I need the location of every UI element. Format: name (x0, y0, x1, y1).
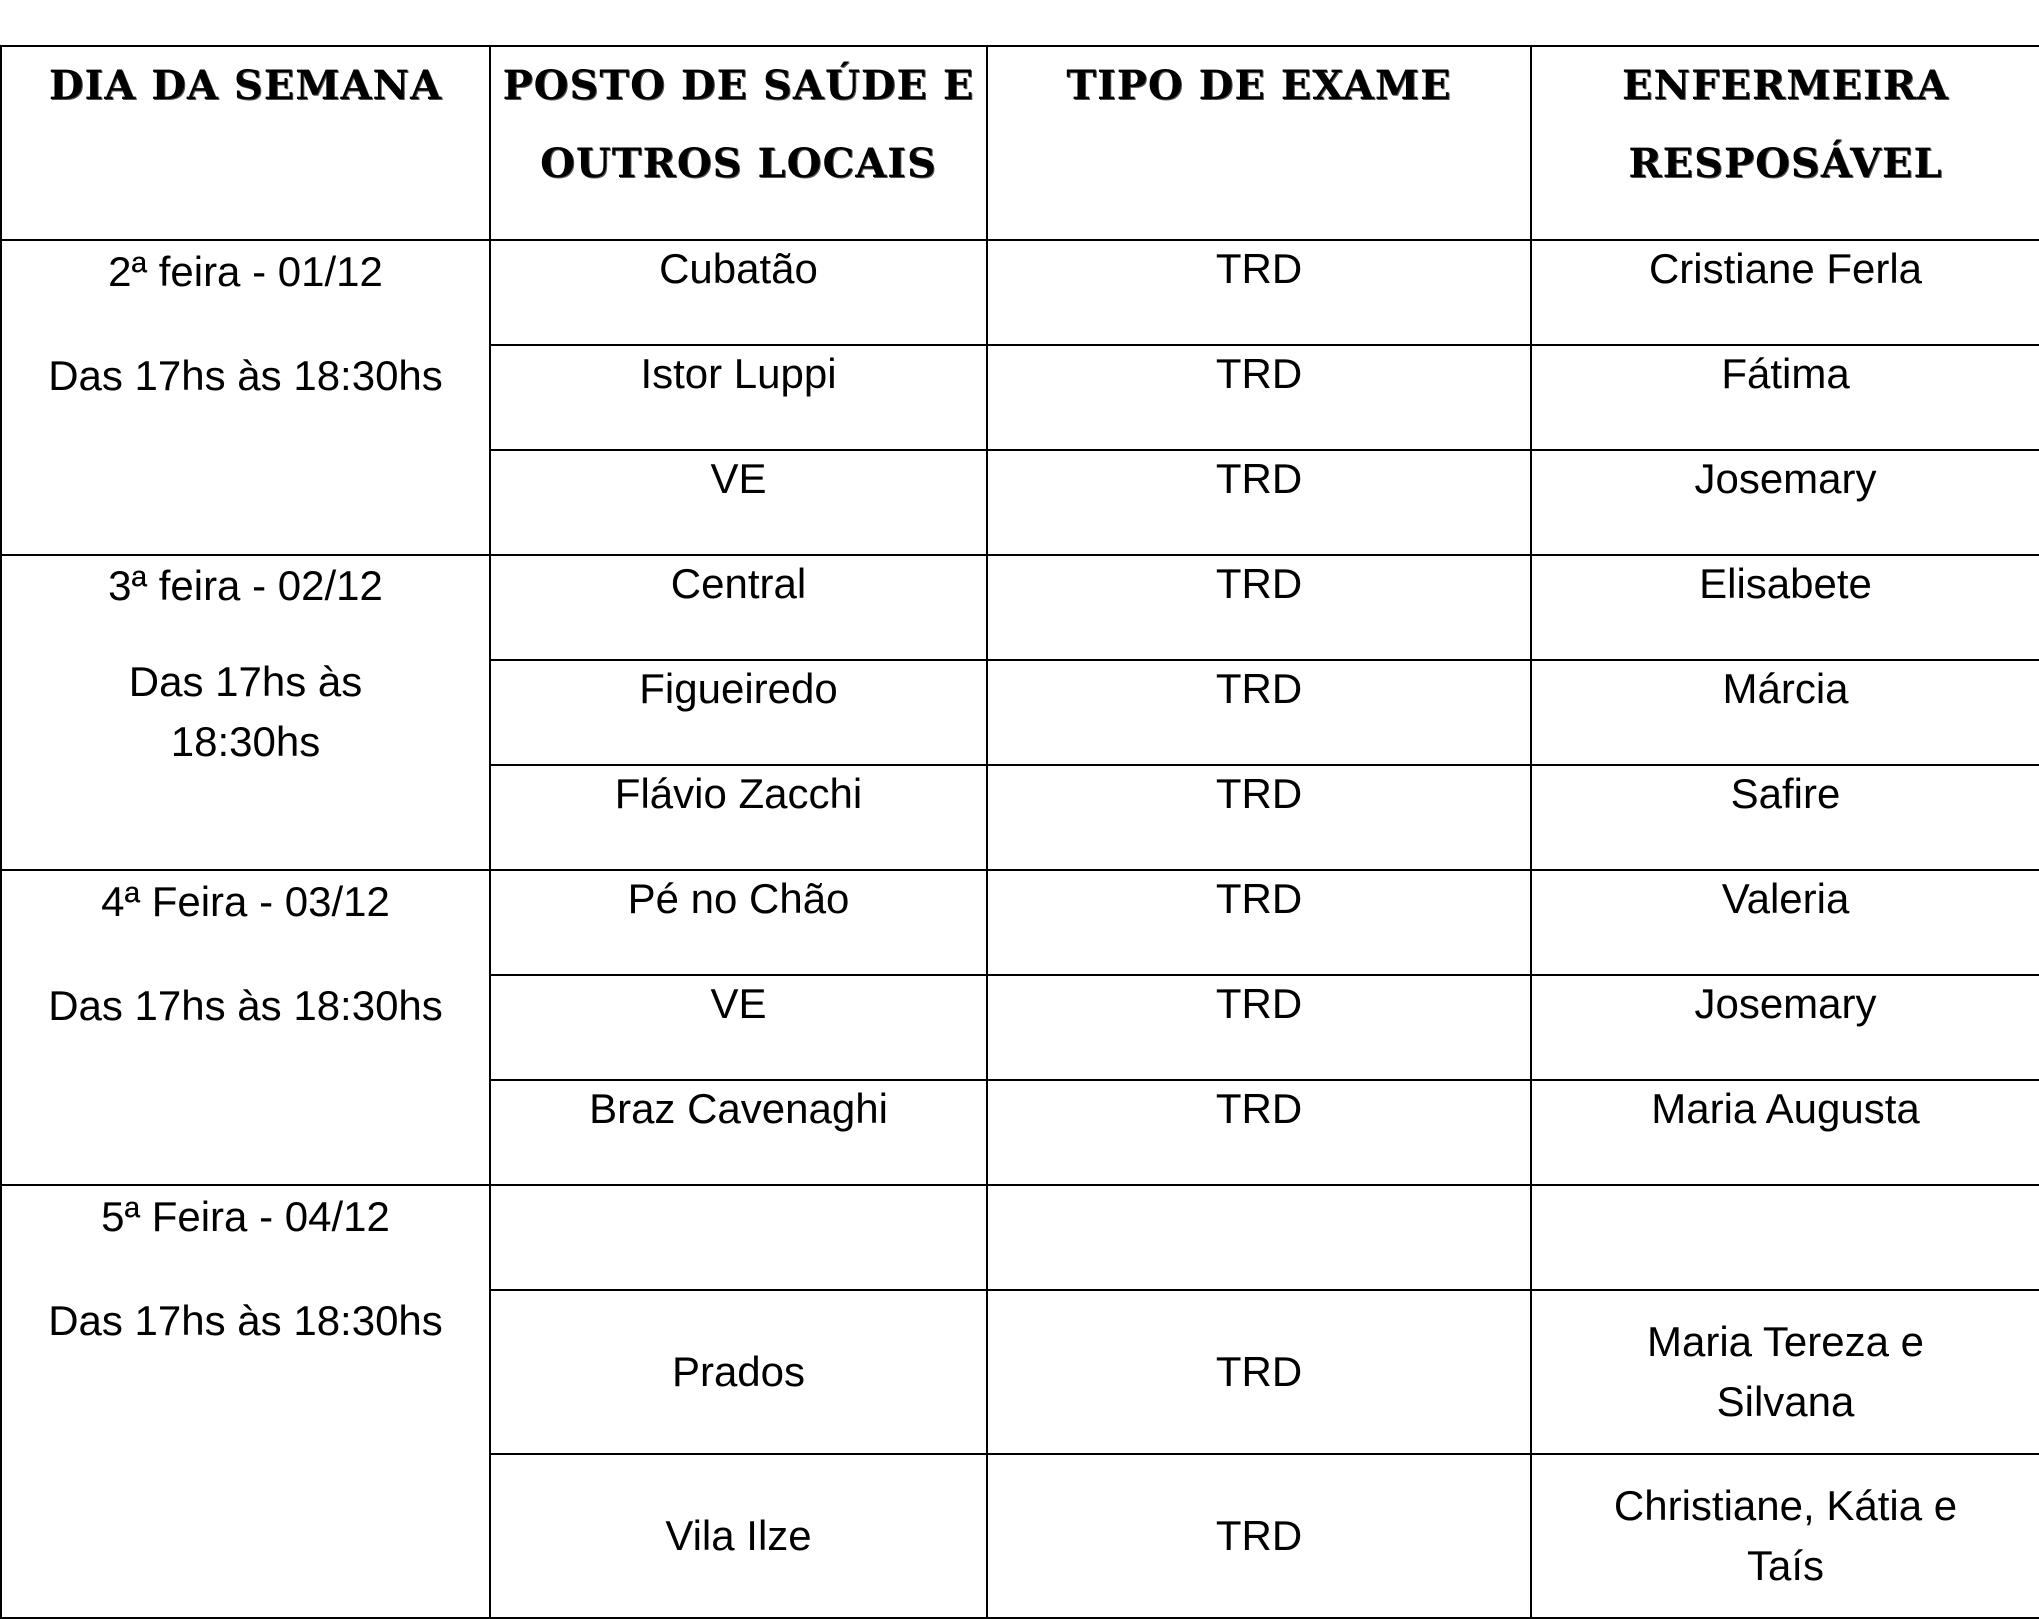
exam-cell: TRD (987, 1290, 1531, 1454)
header-exam (987, 46, 1531, 240)
nurse-cell (1531, 1454, 2039, 1618)
day-label: 2ª feira - 01/12 (108, 248, 383, 295)
post-cell (490, 1185, 987, 1290)
exam-cell: TRD (987, 975, 1531, 1080)
nurse-cell: Josemary (1531, 450, 2039, 555)
header-post-line1: POSTO DE SAÚDE E (502, 62, 975, 109)
exam-cell (987, 1185, 1531, 1290)
nurse-line1: Christiane, Kátia e (1613, 1482, 1958, 1529)
nurse-cell: Márcia (1531, 660, 2039, 765)
header-post-line2: OUTROS LOCAIS (540, 140, 937, 187)
exam-cell: TRD (987, 1454, 1531, 1618)
post-cell: Flávio Zacchi (490, 765, 987, 870)
exam-cell: TRD (987, 555, 1531, 660)
nurse-cell: Josemary (1531, 975, 2039, 1080)
exam-cell: TRD (987, 765, 1531, 870)
day-cell (1, 1185, 490, 1618)
day-hours: Das 17hs às 18:30hs (48, 352, 443, 399)
schedule-table (0, 45, 2039, 1619)
day-cell (1, 555, 490, 870)
table-row (1, 555, 2039, 660)
header-post (490, 46, 987, 240)
day-hours-line1: Das 17hs às (128, 658, 363, 705)
post-cell: Istor Luppi (490, 345, 987, 450)
post-cell: Central (490, 555, 987, 660)
day-label: 4ª Feira - 03/12 (101, 878, 390, 925)
nurse-cell (1531, 1185, 2039, 1290)
post-cell: Prados (490, 1290, 987, 1454)
post-cell: Braz Cavenaghi (490, 1080, 987, 1185)
table-row (1, 870, 2039, 975)
nurse-cell: Cristiane Ferla (1531, 240, 2039, 345)
post-cell: VE (490, 975, 987, 1080)
nurse-cell: Maria Augusta (1531, 1080, 2039, 1185)
header-exam-label: TIPO DE EXAME (1066, 62, 1452, 109)
exam-cell: TRD (987, 345, 1531, 450)
post-cell: Vila Ilze (490, 1454, 987, 1618)
day-label: 5ª Feira - 04/12 (101, 1193, 390, 1240)
nurse-line2: Silvana (1716, 1378, 1855, 1425)
day-cell (1, 240, 490, 555)
post-cell: Cubatão (490, 240, 987, 345)
header-nurse (1531, 46, 2039, 240)
header-day-label: DIA DA SEMANA (48, 62, 443, 109)
exam-cell: TRD (987, 660, 1531, 765)
post-cell: Figueiredo (490, 660, 987, 765)
day-cell (1, 870, 490, 1185)
post-cell: VE (490, 450, 987, 555)
exam-cell: TRD (987, 1080, 1531, 1185)
table-row (1, 1185, 2039, 1290)
header-row (1, 46, 2039, 240)
day-hours-line2: 18:30hs (170, 718, 321, 765)
nurse-cell: Elisabete (1531, 555, 2039, 660)
nurse-cell: Valeria (1531, 870, 2039, 975)
table-row (1, 240, 2039, 345)
nurse-cell (1531, 1290, 2039, 1454)
header-nurse-line1: ENFERMEIRA (1622, 62, 1949, 109)
day-hours: Das 17hs às 18:30hs (48, 982, 443, 1029)
post-cell: Pé no Chão (490, 870, 987, 975)
header-day (1, 46, 490, 240)
exam-cell: TRD (987, 450, 1531, 555)
nurse-line2: Taís (1746, 1542, 1825, 1589)
nurse-cell: Safire (1531, 765, 2039, 870)
nurse-line1: Maria Tereza e (1646, 1318, 1925, 1365)
exam-cell: TRD (987, 870, 1531, 975)
exam-cell: TRD (987, 240, 1531, 345)
day-label: 3ª feira - 02/12 (108, 562, 383, 609)
day-hours: Das 17hs às 18:30hs (48, 1297, 443, 1344)
header-nurse-line2: RESPOSÁVEL (1628, 140, 1943, 187)
nurse-cell: Fátima (1531, 345, 2039, 450)
